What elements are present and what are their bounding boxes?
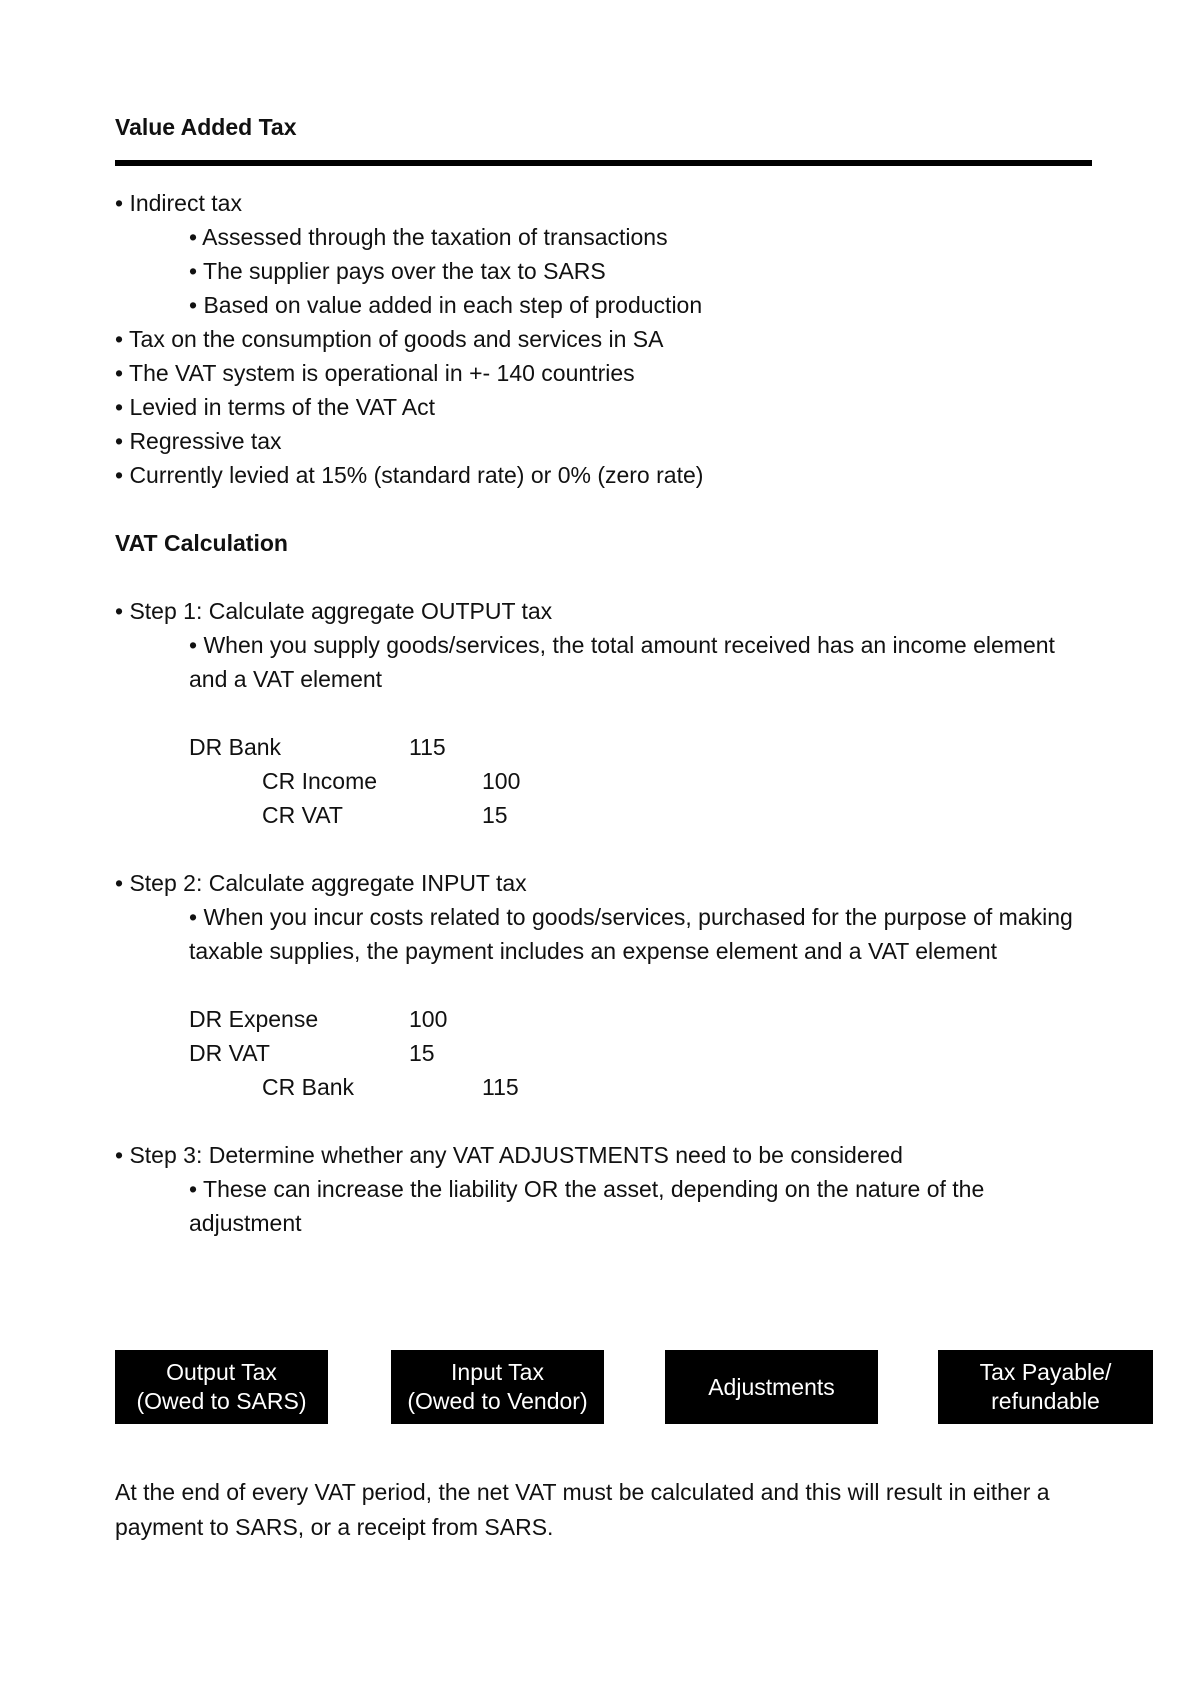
journal-amount: 15 [409,1040,435,1066]
journal-amount: 115 [409,734,446,760]
title-rule [115,160,1092,166]
step-2-detail: • When you incur costs related to goods/services, purchased for the purpose of making taxable supplies, the payment includes an expense element and a VAT element [189,904,1073,964]
box-line: Input Tax [451,1359,544,1385]
journal-entry-row [115,1002,1095,1036]
journal-entry-row [115,730,1095,764]
box-line: refundable [991,1388,1100,1414]
box-line: Tax Payable/ [979,1359,1112,1385]
journal-account: DR Expense [189,1006,319,1032]
adjustments-box [665,1350,878,1424]
sub-bullet-item: • The supplier pays over the tax to SARS [189,258,606,284]
step-3-detail: • These can increase the liability OR the asset, depending on the nature of the adjustment [189,1176,985,1236]
output-tax-box [115,1350,328,1424]
vat-flow-boxes [115,1350,1153,1424]
closing-paragraph: At the end of every VAT period, the net VAT must be calculated and this will result in either a payment to SARS, or a receipt from SARS. [115,1479,1050,1540]
sub-bullet-item: • Based on value added in each step of production [189,292,703,318]
journal-entry-row [115,1070,1095,1104]
journal-entry-row [115,1036,1095,1070]
spacer [115,1104,1095,1138]
page-title: Value Added Tax [115,114,297,140]
sub-bullet-item: • Assessed through the taxation of transactions [189,224,668,250]
bullet-item: • Levied in terms of the VAT Act [115,394,435,420]
spacer [115,492,1095,526]
document-body [115,110,1095,1240]
bullet-item: • Currently levied at 15% (standard rate) or 0% (zero rate) [115,462,704,488]
step-1-label: • Step 1: Calculate aggregate OUTPUT tax [115,598,553,624]
spacer [115,560,1095,594]
journal-amount: 100 [482,768,521,794]
step-1-detail: • When you supply goods/services, the total amount received has an income element and a VAT element [189,632,1055,692]
box-line: (Owed to SARS) [136,1388,307,1414]
journal-amount: 15 [482,802,508,828]
box-line: Output Tax [166,1359,277,1385]
input-tax-box [391,1350,604,1424]
spacer [115,968,1095,1002]
journal-account: DR Bank [189,734,282,760]
spacer [115,832,1095,866]
journal-amount: 115 [482,1074,519,1100]
journal-account: CR VAT [262,802,343,828]
section-heading: VAT Calculation [115,530,288,556]
bullet-item: • Indirect tax [115,190,242,216]
step-2-label: • Step 2: Calculate aggregate INPUT tax [115,870,527,896]
journal-account: CR Bank [262,1074,355,1100]
box-line: Adjustments [708,1373,835,1400]
journal-account: DR VAT [189,1040,270,1066]
spacer [115,696,1095,730]
tax-payable-box [938,1350,1153,1424]
journal-amount: 100 [409,1006,448,1032]
journal-entry-row [115,798,1095,832]
bullet-item: • The VAT system is operational in +- 140 countries [115,360,635,386]
box-line: (Owed to Vendor) [407,1388,588,1414]
journal-account: CR Income [262,768,378,794]
step-3-label: • Step 3: Determine whether any VAT ADJUSTMENTS need to be considered [115,1142,903,1168]
bullet-item: • Regressive tax [115,428,282,454]
bullet-item: • Tax on the consumption of goods and services in SA [115,326,664,352]
journal-entry-row [115,764,1095,798]
